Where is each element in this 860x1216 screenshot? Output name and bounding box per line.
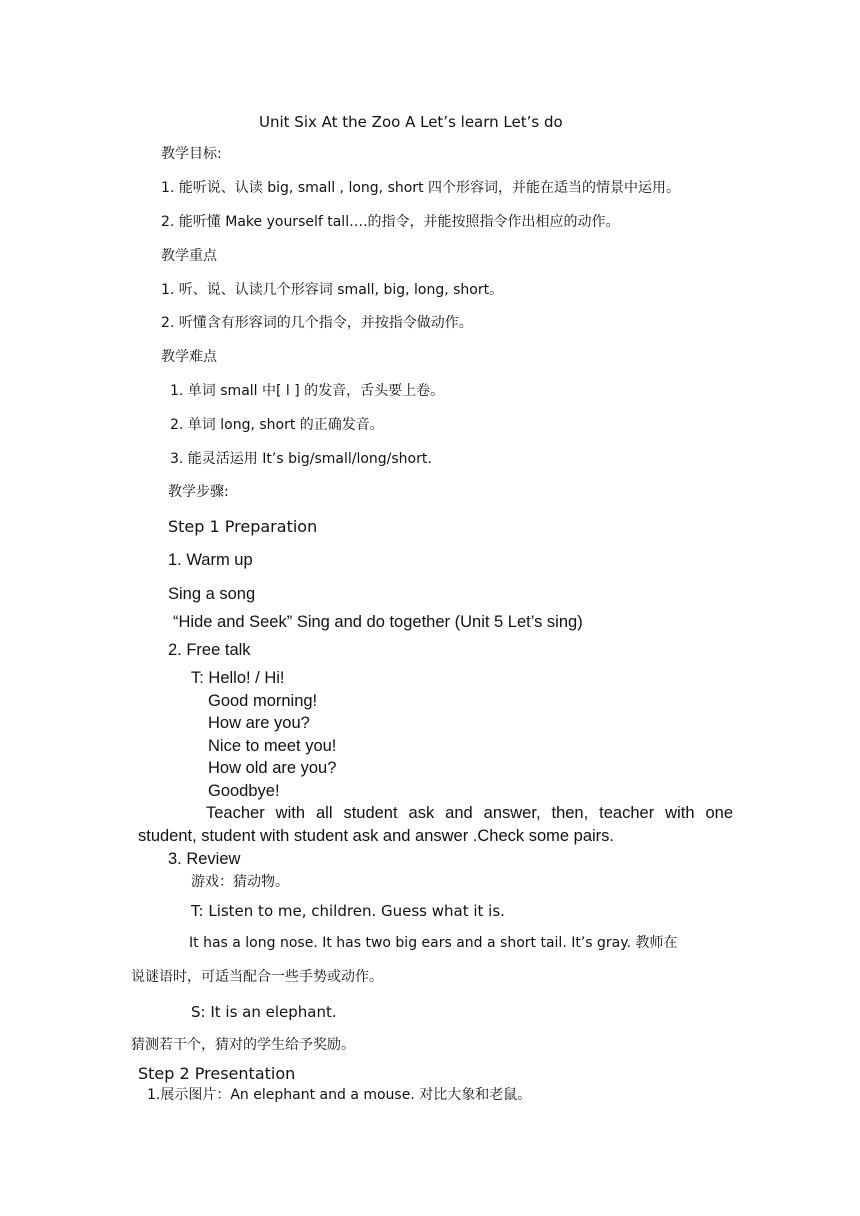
difficulties-heading: 教学难点 (161, 349, 217, 365)
game-line: 游戏：猜动物。 (191, 874, 289, 890)
riddle-line: 说谜语时，可适当配合一些手势或动作。 (131, 969, 383, 985)
dialogue-line: Good morning! (208, 692, 318, 710)
objective-item: 2. 能听懂 Make yourself tall….的指令，并能按照指令作出相应的动作。 (161, 214, 620, 230)
review-heading: 3. Review (168, 850, 241, 868)
reward-line: 猜测若干个，猜对的学生给予奖励。 (131, 1037, 355, 1053)
teacher-line: T: Listen to me, children. Guess what it is. (191, 902, 505, 920)
pair-practice-line: student, student with student ask and answer .Check some pairs. (138, 827, 615, 845)
dialogue-line: Goodbye! (208, 782, 280, 800)
sing-a-song: Sing a song (168, 585, 256, 603)
step1-title: Step 1 Preparation (168, 517, 318, 536)
document-title: Unit Six At the Zoo A Let’s learn Let’s do (259, 113, 563, 131)
student-line: S: It is an elephant. (191, 1003, 337, 1021)
step2-item: 1.展示图片：An elephant and a mouse. 对比大象和老鼠。 (147, 1087, 532, 1103)
dialogue-line: How are you? (208, 714, 310, 732)
pair-practice-line: Teacher with all student ask and answer, then, teacher with one (206, 804, 733, 822)
key-points-heading: 教学重点 (161, 248, 217, 264)
key-point-item: 1. 听、说、认读几个形容词 small, big, long, short。 (161, 282, 504, 298)
objective-item: 1. 能听说、认读 big, small , long, short 四个形容词，并能在适当的情景中运用。 (161, 180, 681, 196)
difficulty-item: 3. 能灵活运用 It’s big/small/long/short. (170, 451, 432, 467)
steps-heading: 教学步骤: (168, 484, 229, 500)
song-line: “Hide and Seek” Sing and do together (Unit 5 Let’s sing) (173, 613, 583, 631)
free-talk-heading: 2. Free talk (168, 641, 251, 659)
objectives-heading: 教学目标: (161, 146, 222, 162)
dialogue-line: How old are you? (208, 759, 337, 777)
difficulty-item: 2. 单词 long, short 的正确发音。 (170, 417, 384, 433)
dialogue-line: T: Hello! / Hi! (191, 669, 285, 687)
step2-title: Step 2 Presentation (138, 1064, 296, 1083)
key-point-item: 2. 听懂含有形容词的几个指令，并按指令做动作。 (161, 315, 473, 331)
riddle-line: It has a long nose. It has two big ears and a short tail. It’s gray. 教师在 (189, 935, 678, 951)
warm-up-heading: 1. Warm up (168, 551, 253, 569)
difficulty-item: 1. 单词 small 中[ l ] 的发音，舌头要上卷。 (170, 383, 445, 399)
dialogue-line: Nice to meet you! (208, 737, 337, 755)
